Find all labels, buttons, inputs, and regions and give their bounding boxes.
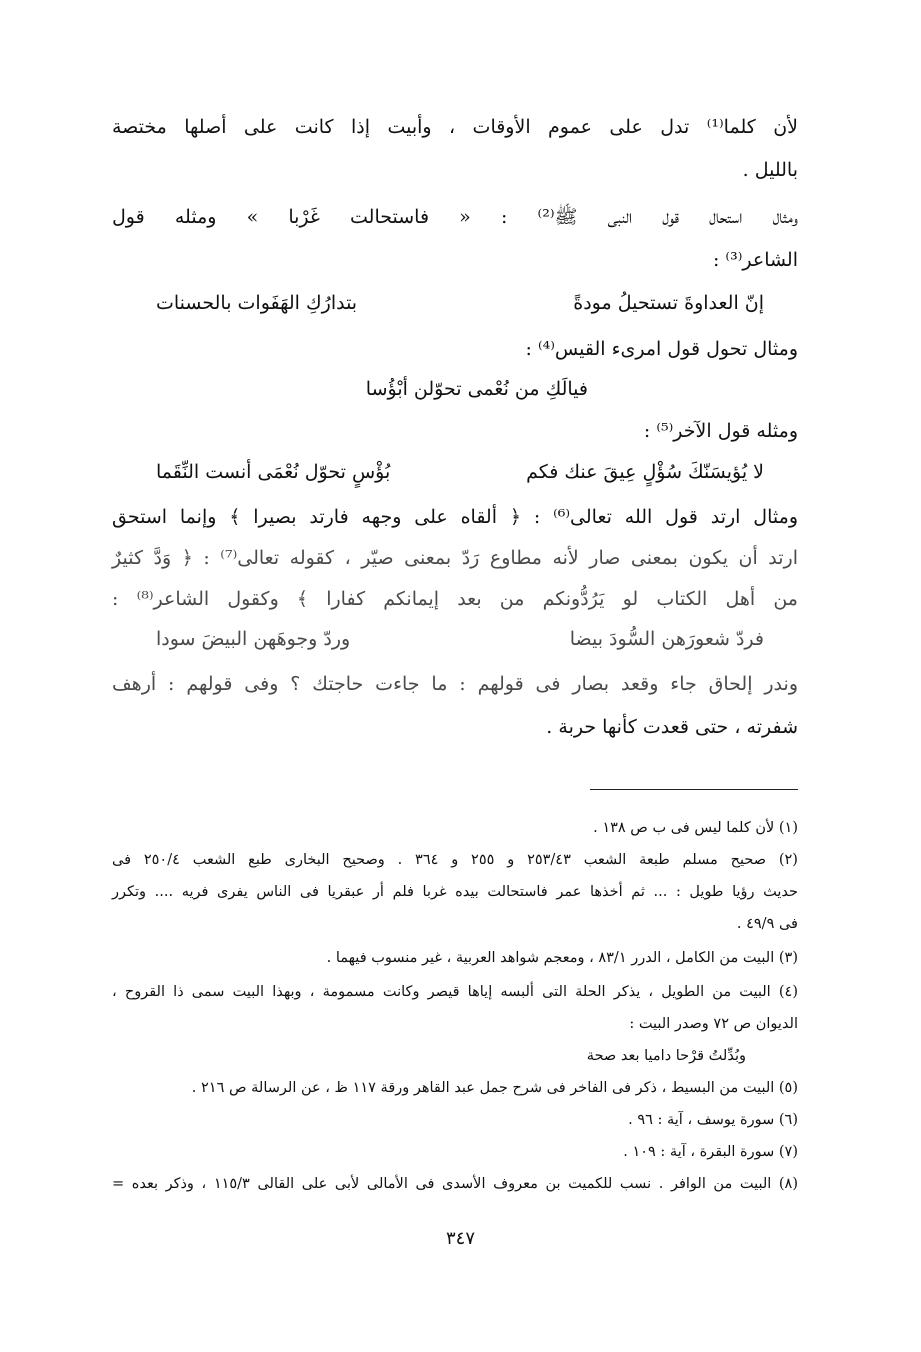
- footnote-line: (١) لأن كلما ليس فى ب ص ١٣٨ .: [593, 820, 798, 836]
- page-number: ٣٤٧: [445, 1228, 475, 1249]
- footnote-line: فى ٤٩/٩ .: [736, 916, 798, 932]
- verse-second-hemistich: وردّ وجوهَهن البيضَ سودا: [156, 628, 351, 650]
- footnote-line: (٨) البيت من الوافر . نسب للكميت بن معروف الأسدى فى الأمالى لأبى على القالى ١١٥/٣ ، وذكر بعده =: [112, 1176, 798, 1192]
- text-line: الشاعر⁽³⁾ :: [712, 249, 798, 271]
- footnote-line: (٦) سورة يوسف ، آية : ٩٦ .: [628, 1112, 798, 1128]
- verse-line: [156, 618, 764, 661]
- verse-second-hemistich: بتدارُكِ الهَفَوات بالحسنات: [156, 292, 358, 314]
- verse-second-hemistich: بُؤْسٍ تحوّل نُعْمَى أنست النِّقَما: [156, 461, 391, 483]
- text-line: من أهل الكتاب لو يَرُدُّونكم من بعد إيمانكم كفارا ﴾ وكقول الشاعر⁽⁸⁾ :: [112, 588, 798, 610]
- footnote-verse: وبُدِّلتُ قرْحا داميا بعد صحة: [586, 1048, 746, 1064]
- text-line: ومثال تحول قول امرىء القيس⁽⁴⁾ :: [525, 338, 798, 360]
- verse-line: [156, 451, 764, 494]
- footnote-line: حديث رؤيا طويل : ... ثم أخذها عمر فاستحالت بيده غربا فلم أر عبقريا فى الناس يفرى فريه .... وتكرر: [112, 884, 798, 900]
- footnote-line: الديوان ص ٧٢ وصدر البيت :: [629, 1016, 798, 1032]
- verse-first-hemistich: فردّ شعورَهن السُّودَ بيضا: [569, 628, 764, 650]
- footnote-line: (٤) البيت من الطويل ، يذكر الحلة التى ألبسه إياها قيصر وكانت مسمومة ، وبهذا البيت سمى ذا القروح ،: [112, 984, 798, 1000]
- verse-line: [156, 282, 764, 325]
- text-line: ومثال استحال قول النبى ﷺ⁽²⁾ : « فاستحالت غَرْبا » ومثله قول: [112, 206, 798, 228]
- text-line: ومثله قول الآخر⁽⁵⁾ :: [643, 420, 798, 442]
- footnote-line: (٥) البيت من البسيط ، ذكر فى الفاخر فى شرح جمل عبد القاهر ورقة ١١٧ ظ ، عن الرسالة ص ٢١٦ .: [191, 1080, 798, 1096]
- text-line: ومثال ارتد قول الله تعالى⁽⁶⁾ : ﴿ ألقاه على وجهه فارتد بصيرا ﴾ وإنما استحق: [112, 506, 798, 528]
- verse-first-hemistich: لا يُؤيسَنّكَ سُؤْلٍ عِيقَ عنك فكم: [526, 461, 764, 483]
- text-line: لأن كلما⁽¹⁾ تدل على عموم الأوقات ، وأبيت إذا كانت على أصلها مختصة: [112, 116, 798, 138]
- footnote-line: (٧) سورة البقرة ، آية : ١٠٩ .: [623, 1144, 798, 1160]
- text-line: وندر إلحاق جاء وقعد بصار فى قولهم : ما جاءت حاجتك ؟ وفى قولهم : أرهف: [112, 673, 798, 695]
- verse-first-hemistich: إنّ العداوةَ تستحيلُ مودةً: [573, 292, 764, 314]
- footnote-separator: [590, 789, 798, 790]
- footnote-line: (٣) البيت من الكامل ، الدرر ٨٣/١ ، ومعجم شواهد العربية ، غير منسوب فيهما .: [326, 950, 798, 966]
- footnote-line: (٢) صحيح مسلم طبعة الشعب ٢٥٣/٤٣ و ٢٥٥ و ٣٦٤ . وصحيح البخارى طبع الشعب ٢٥٠/٤ فى: [112, 852, 798, 868]
- text-line: بالليل .: [742, 159, 798, 181]
- text-line: شفرته ، حتى قعدت كأنها حربة .: [546, 716, 798, 738]
- text-line: ارتد أن يكون بمعنى صار لأنه مطاوع رَدّ بمعنى صيّر ، كقوله تعالى⁽⁷⁾ : ﴿ وَدَّ كثيرٌ: [112, 547, 798, 569]
- verse-line: فيالَكِ من نُعْمى تحوّلن أبْؤُسا: [365, 378, 588, 400]
